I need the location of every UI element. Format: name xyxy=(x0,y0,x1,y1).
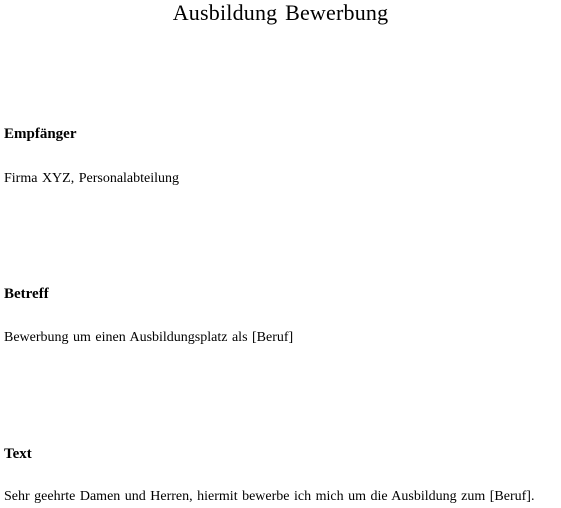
section-body-subject: Bewerbung um einen Ausbildungsplatz als [Beruf] xyxy=(4,330,294,345)
section-heading-recipient: Empfänger xyxy=(4,126,77,142)
section-heading-text: Text xyxy=(4,446,32,462)
section-heading-subject: Betreff xyxy=(4,286,49,302)
section-body-recipient: Firma XYZ, Personalabteilung xyxy=(4,171,180,186)
document-title: Ausbildung Bewerbung xyxy=(172,0,389,25)
section-body-text: Sehr geehrte Damen und Herren, hiermit bewerbe ich mich um die Ausbildung zum [Beruf]. xyxy=(4,489,535,504)
